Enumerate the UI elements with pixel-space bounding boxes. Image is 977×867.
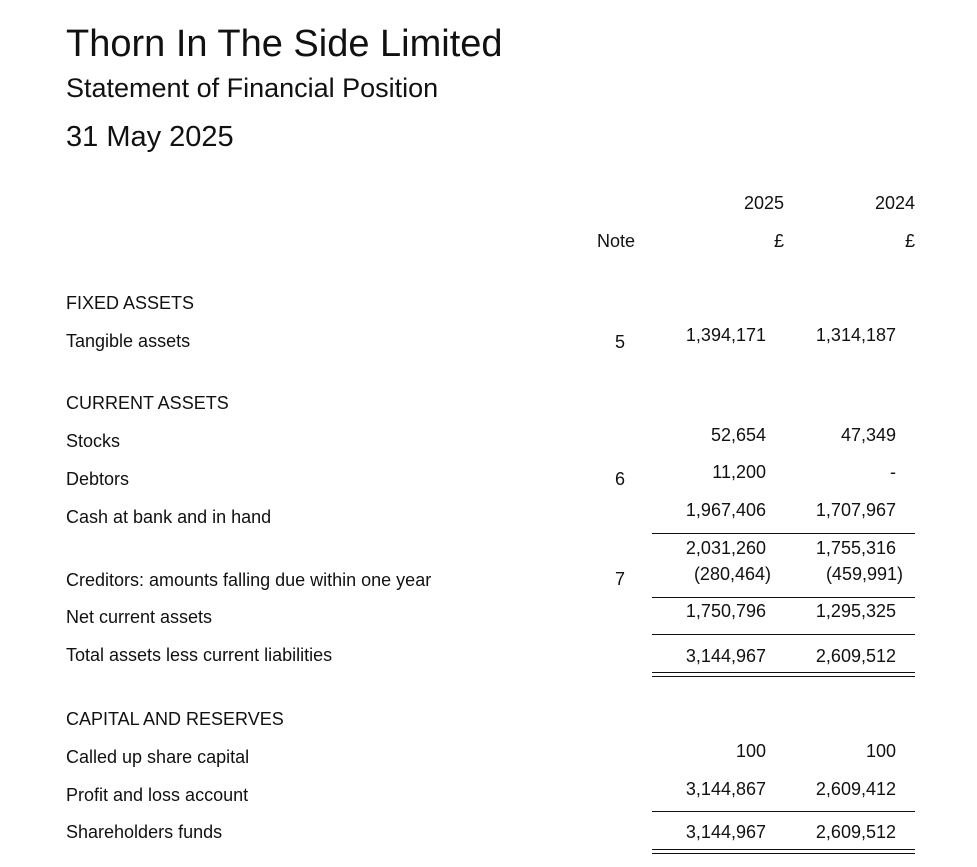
row-value-tangible-prior: 1,314,187 — [815, 325, 896, 345]
row-label-net-current: Net current assets — [66, 607, 213, 627]
shareholders-double-rule-prior-2 — [784, 853, 915, 854]
total-assets-double-rule-current-1 — [652, 672, 784, 673]
row-value-creditors-prior: (459,991) — [825, 564, 903, 584]
current-assets-total-current: 2,031,260 — [685, 538, 766, 558]
row-label-profit-loss: Profit and loss account — [66, 785, 249, 805]
section-capital-reserves: CAPITAL AND RESERVES — [66, 709, 284, 729]
subtotal-rule-prior — [784, 533, 915, 534]
total-assets-rule-prior — [784, 634, 915, 635]
section-current-assets: CURRENT ASSETS — [66, 393, 229, 413]
row-value-cash-current: 1,967,406 — [685, 500, 766, 520]
shareholders-rule-prior — [784, 811, 915, 812]
row-label-share-capital: Called up share capital — [66, 747, 250, 767]
row-value-cash-prior: 1,707,967 — [815, 500, 896, 520]
row-value-shareholders-current: 3,144,967 — [685, 822, 766, 842]
row-note-debtors: 6 — [614, 469, 625, 489]
shareholders-double-rule-current-1 — [652, 849, 784, 850]
row-value-share-capital-current: 100 — [735, 741, 766, 761]
row-value-debtors-current: 11,200 — [712, 462, 766, 482]
row-value-total-assets-current: 3,144,967 — [685, 646, 766, 666]
row-label-shareholders: Shareholders funds — [66, 822, 223, 842]
total-assets-rule-current — [652, 634, 784, 635]
row-value-profit-loss-current: 3,144,867 — [685, 779, 766, 799]
currency-current-header: £ — [773, 231, 784, 251]
year-current-header: 2025 — [743, 193, 784, 213]
shareholders-double-rule-current-2 — [652, 853, 784, 854]
row-label-debtors: Debtors — [66, 469, 130, 489]
row-label-stocks: Stocks — [66, 431, 121, 451]
current-assets-total-prior: 1,755,316 — [815, 538, 896, 558]
net-current-rule-current — [652, 597, 784, 598]
row-value-creditors-current: (280,464) — [693, 564, 771, 584]
total-assets-double-rule-prior-1 — [784, 672, 915, 673]
row-label-creditors: Creditors: amounts falling due within one year — [66, 570, 432, 590]
statement-date: 31 May 2025 — [66, 121, 234, 153]
total-assets-double-rule-prior-2 — [784, 676, 915, 677]
row-label-total-assets: Total assets less current liabilities — [66, 645, 333, 665]
note-header: Note — [597, 231, 636, 251]
row-value-net-current-prior: 1,295,325 — [815, 601, 896, 621]
row-value-debtors-prior: - — [890, 462, 896, 482]
subtotal-rule-current — [652, 533, 784, 534]
row-value-stocks-prior: 47,349 — [840, 425, 896, 445]
net-current-rule-prior — [784, 597, 915, 598]
row-label-tangible: Tangible assets — [66, 331, 191, 351]
shareholders-rule-current — [652, 811, 784, 812]
row-value-tangible-current: 1,394,171 — [685, 325, 766, 345]
row-value-total-assets-prior: 2,609,512 — [815, 646, 896, 666]
row-value-net-current-current: 1,750,796 — [685, 601, 766, 621]
company-name: Thorn In The Side Limited — [66, 23, 503, 65]
row-value-profit-loss-prior: 2,609,412 — [815, 779, 896, 799]
statement-title: Statement of Financial Position — [66, 73, 439, 103]
row-note-creditors: 7 — [614, 569, 625, 589]
row-value-shareholders-prior: 2,609,512 — [815, 822, 896, 842]
row-label-cash: Cash at bank and in hand — [66, 507, 272, 527]
section-fixed-assets: FIXED ASSETS — [66, 293, 195, 313]
shareholders-double-rule-prior-1 — [784, 849, 915, 850]
total-assets-double-rule-current-2 — [652, 676, 784, 677]
currency-prior-header: £ — [904, 231, 915, 251]
row-value-stocks-current: 52,654 — [710, 425, 766, 445]
row-note-tangible: 5 — [614, 332, 625, 352]
row-value-share-capital-prior: 100 — [865, 741, 896, 761]
year-prior-header: 2024 — [874, 193, 915, 213]
